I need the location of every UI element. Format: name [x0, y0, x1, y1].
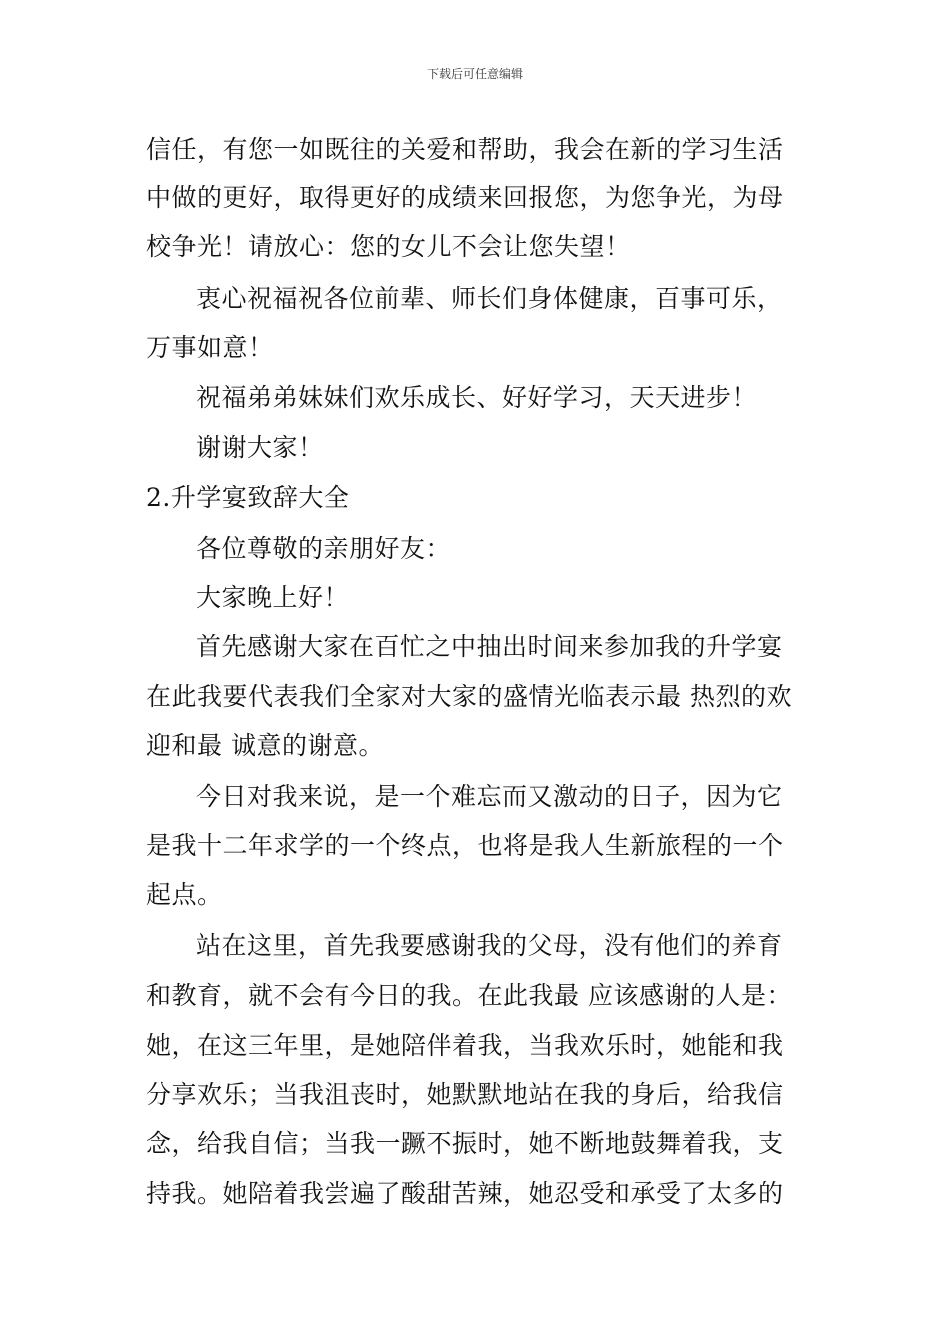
text-line: 校争光！请放心：您的女儿不会让您失望！: [146, 232, 631, 261]
text-line: 各位尊敬的亲朋好友：: [196, 534, 452, 563]
section-heading: 2.升学宴致辞大全: [146, 483, 350, 512]
text-line: 是我十二年求学的一个终点，也将是我人生新旅程的一个: [146, 831, 784, 860]
text-line: 起点。: [146, 880, 223, 909]
text-line: 祝福弟弟妹妹们欢乐成长、好好学习，天天进步！: [196, 383, 758, 412]
text-line: 持我。她陪着我尝遍了酸甜苦辣，她忍受和承受了太多的: [146, 1179, 784, 1208]
text-line: 信任，有您一如既往的关爱和帮助，我会在新的学习生活: [146, 135, 784, 164]
page-header: 下载后可任意编辑: [426, 67, 523, 81]
text-line: 衷心祝福祝各位前辈、师长们身体健康，百事可乐，: [196, 284, 783, 313]
text-line: 大家晚上好！: [196, 583, 350, 612]
text-line: 在此我要代表我们全家对大家的盛情光临表示最 热烈的欢: [146, 682, 792, 711]
text-line: 中做的更好，取得更好的成绩来回报您，为您争光，为母: [146, 183, 784, 212]
text-line: 她，在这三年里，是她陪伴着我，当我欢乐时，她能和我: [146, 1031, 784, 1060]
text-line: 迎和最 诚意的谢意。: [146, 731, 384, 760]
text-line: 念，给我自信；当我一蹶不振时，她不断地鼓舞着我，支: [146, 1129, 784, 1158]
text-line: 首先感谢大家在百忙之中抽出时间来参加我的升学宴: [196, 632, 783, 661]
text-line: 站在这里，首先我要感谢我的父母，没有他们的养育: [196, 931, 783, 960]
text-line: 和教育，就不会有今日的我。在此我最 应该感谢的人是：: [146, 981, 792, 1010]
text-line: 分享欢乐；当我沮丧时，她默默地站在我的身后，给我信: [146, 1080, 784, 1109]
text-line: 今日对我来说，是一个难忘而又激动的日子，因为它: [196, 782, 783, 811]
text-line: 谢谢大家！: [196, 433, 324, 462]
text-line: 万事如意！: [146, 333, 274, 362]
